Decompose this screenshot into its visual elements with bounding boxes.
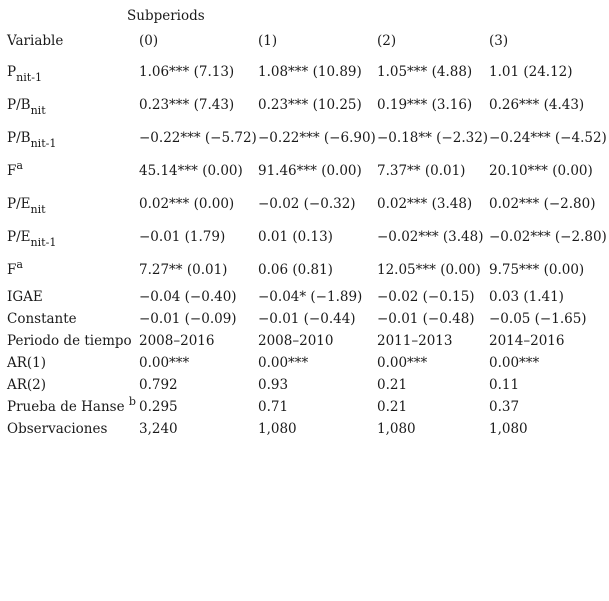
table-cell: −0.04* (−1.89): [258, 289, 363, 306]
table-cell: −0.01 (−0.48): [377, 311, 475, 328]
table-cell: 0.26*** (4.43): [489, 96, 585, 113]
row-variable: IGAE: [7, 289, 43, 306]
table-row: [7, 254, 607, 287]
table-cell: −0.02*** (3.48): [377, 228, 484, 245]
table-row: [7, 397, 607, 419]
table-cell: 45.14*** (0.00): [139, 162, 243, 179]
table-cell: 0.23*** (7.43): [139, 96, 235, 113]
row-variable: [7, 56, 139, 89]
table-cell: 1,080: [258, 421, 297, 438]
var-main: P: [7, 63, 17, 80]
row-variable: Periodo de tiempo: [7, 333, 132, 350]
table-cell: −0.02 (−0.32): [258, 195, 356, 212]
regression-table-container: [7, 6, 607, 441]
var-main: P/B: [7, 96, 31, 113]
var-subscript: nit-1: [30, 235, 57, 249]
table-row: [7, 331, 607, 353]
table-cell: −0.02*** (−2.80): [489, 228, 607, 245]
table-cell: −0.01 (−0.44): [258, 311, 356, 328]
table-cell: 0.06 (0.81): [258, 261, 333, 278]
table-cell: 0.03 (1.41): [489, 289, 564, 306]
table-cell: −0.02 (−0.15): [377, 289, 475, 306]
table-title: Subperiods: [127, 8, 205, 25]
table-cell: −0.22*** (−5.72): [139, 129, 257, 146]
var-subscript: nit: [30, 103, 46, 117]
table-row: [7, 353, 607, 375]
table-cell: −0.18** (−2.32): [377, 129, 489, 146]
table-cell: 7.27** (0.01): [139, 261, 228, 278]
var-superscript: a: [16, 158, 23, 172]
var-main: P/B: [7, 129, 31, 146]
row-variable: AR(2): [7, 377, 47, 394]
table-row: [7, 188, 607, 221]
header-col-3: (3): [489, 33, 509, 50]
table-row: [7, 309, 607, 331]
table-cell: −0.04 (−0.40): [139, 289, 237, 306]
header-col-2: (2): [377, 33, 397, 50]
table-row: [7, 122, 607, 155]
var-main: Prueba de Hanse: [7, 399, 129, 416]
table-cell: 2008–2010: [258, 333, 334, 350]
table-cell: −0.01 (−0.09): [139, 311, 237, 328]
table-row: [7, 419, 607, 441]
table-row: [7, 287, 607, 309]
table-cell: 0.02*** (3.48): [377, 195, 473, 212]
header-variable: Variable: [7, 33, 64, 50]
table-row: [7, 155, 607, 188]
table-cell: 0.295: [139, 399, 178, 416]
table-cell: 20.10*** (0.00): [489, 162, 593, 179]
table-cell: 1.08*** (10.89): [258, 63, 362, 80]
table-cell: 0.37: [489, 399, 520, 416]
table-cell: 0.00***: [258, 355, 309, 372]
table-cell: 0.93: [258, 377, 289, 394]
var-main: P/E: [7, 228, 31, 245]
table-cell: 0.00***: [377, 355, 428, 372]
var-main: F: [7, 162, 17, 179]
table-cell: 2008–2016: [139, 333, 215, 350]
table-cell: −0.22*** (−6.90): [258, 129, 376, 146]
row-variable: [7, 254, 139, 287]
var-superscript: a: [16, 257, 23, 271]
table-row: [7, 221, 607, 254]
table-cell: 12.05*** (0.00): [377, 261, 481, 278]
table-cell: 9.75*** (0.00): [489, 261, 585, 278]
row-variable: Constante: [7, 311, 77, 328]
row-variable: [7, 89, 139, 122]
row-variable: AR(1): [7, 355, 47, 372]
row-variable: [7, 221, 139, 254]
table-cell: 0.19*** (3.16): [377, 96, 473, 113]
row-variable: [7, 397, 139, 419]
table-cell: 1,080: [377, 421, 416, 438]
table-cell: 0.21: [377, 377, 408, 394]
table-cell: −0.05 (−1.65): [489, 311, 587, 328]
var-subscript: nit-1: [30, 136, 57, 150]
table-cell: 0.792: [139, 377, 178, 394]
var-superscript: b: [128, 395, 136, 409]
row-variable: [7, 188, 139, 221]
table-cell: 1.01 (24.12): [489, 63, 573, 80]
table-cell: 0.02*** (−2.80): [489, 195, 596, 212]
table-cell: 0.71: [258, 399, 289, 416]
table-cell: 1.05*** (4.88): [377, 63, 473, 80]
table-cell: 0.01 (0.13): [258, 228, 333, 245]
table-cell: 2014–2016: [489, 333, 565, 350]
table-cell: 1,080: [489, 421, 528, 438]
var-subscript: nit-1: [16, 70, 42, 84]
table-cell: 0.21: [377, 399, 408, 416]
table-title-row: [7, 6, 607, 28]
table-header-row: [7, 28, 607, 56]
table-cell: 0.23*** (10.25): [258, 96, 362, 113]
table-cell: 0.11: [489, 377, 520, 394]
row-variable: [7, 122, 139, 155]
row-variable: [7, 155, 139, 188]
table-row: [7, 89, 607, 122]
var-subscript: nit: [30, 202, 46, 216]
row-variable: Observaciones: [7, 421, 108, 438]
header-col-0: (0): [139, 33, 159, 50]
var-main: F: [7, 261, 17, 278]
table-cell: 3,240: [139, 421, 178, 438]
table-cell: 7.37** (0.01): [377, 162, 466, 179]
table-cell: 0.02*** (0.00): [139, 195, 235, 212]
table-cell: −0.01 (1.79): [139, 228, 226, 245]
header-col-1: (1): [258, 33, 278, 50]
table-cell: 2011–2013: [377, 333, 453, 350]
regression-table: [7, 6, 607, 441]
table-row: [7, 56, 607, 89]
table-cell: 91.46*** (0.00): [258, 162, 362, 179]
table-cell: 1.06*** (7.13): [139, 63, 235, 80]
table-cell: 0.00***: [489, 355, 540, 372]
var-main: P/E: [7, 195, 31, 212]
table-row: [7, 375, 607, 397]
table-cell: 0.00***: [139, 355, 190, 372]
table-cell: −0.24*** (−4.52): [489, 129, 607, 146]
